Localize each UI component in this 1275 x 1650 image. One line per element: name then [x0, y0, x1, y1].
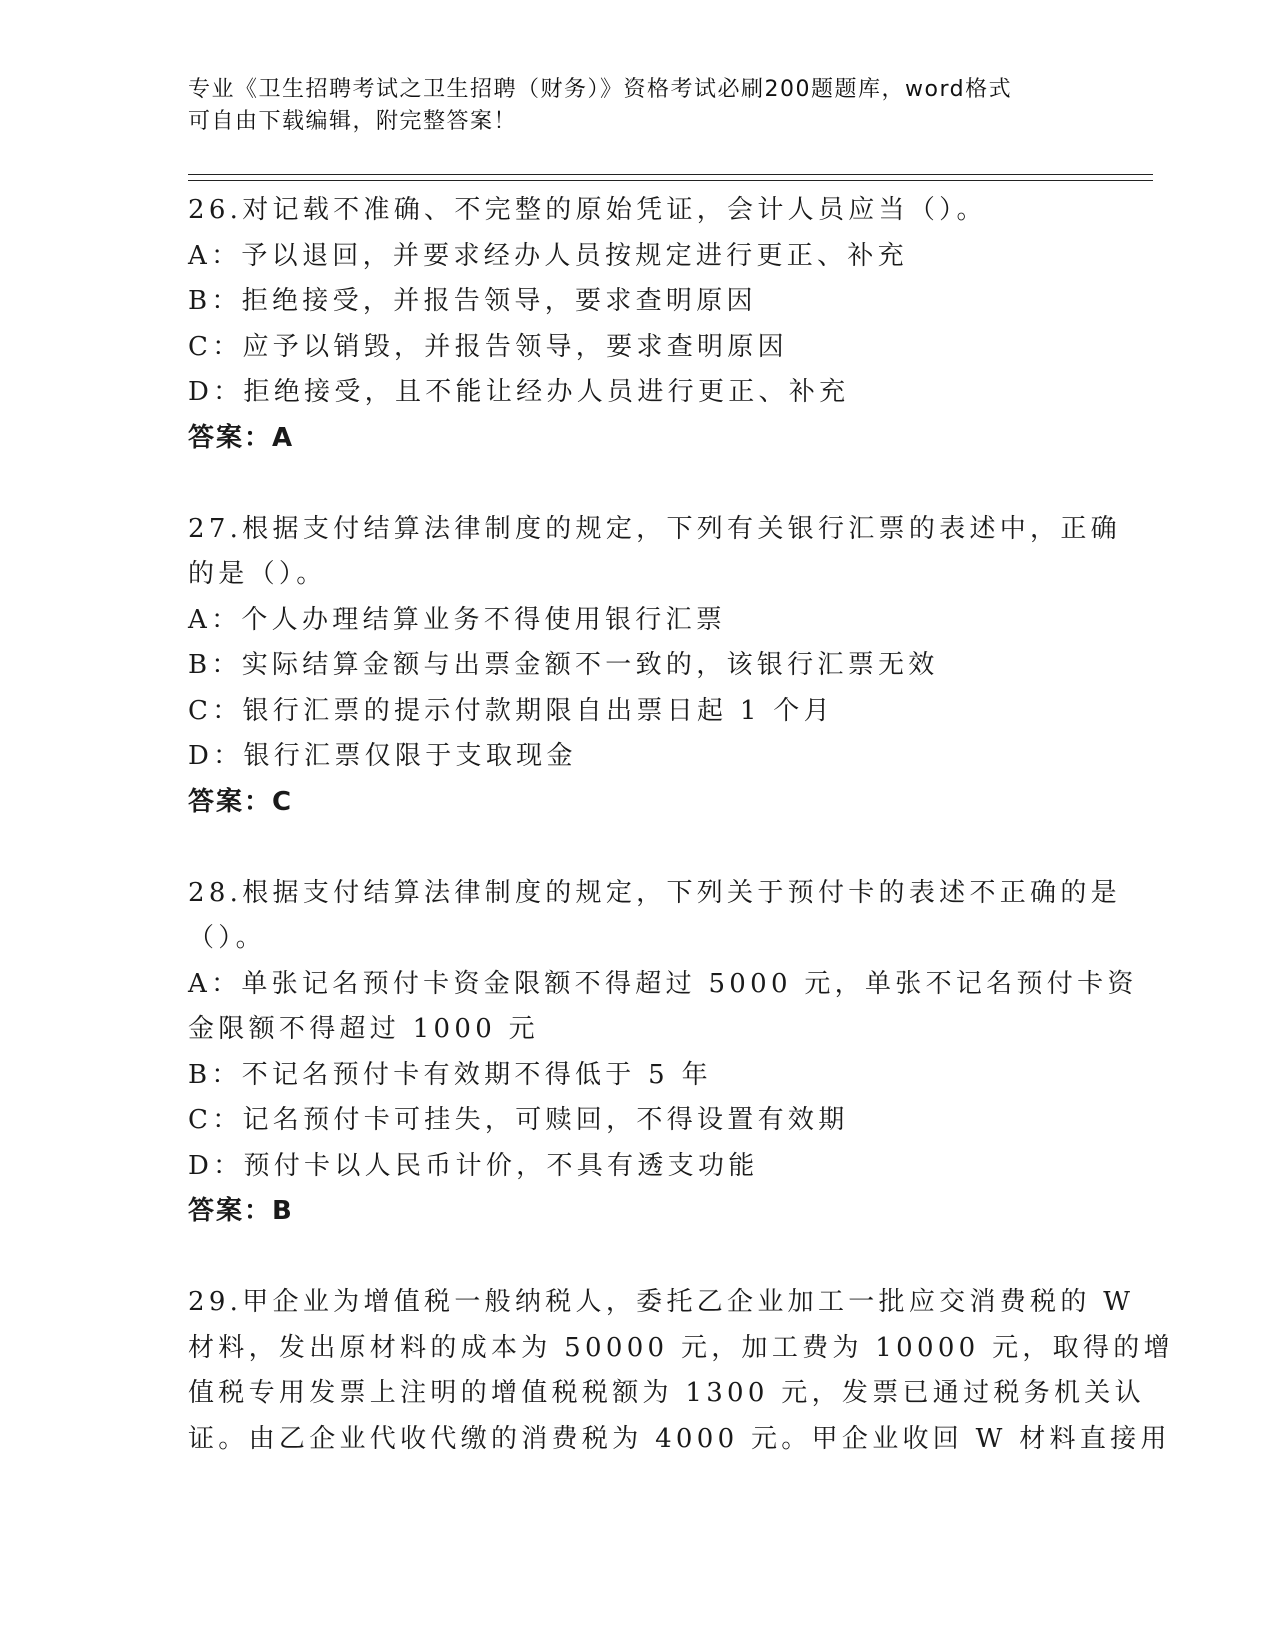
option-c: C：银行汇票的提示付款期限自出票日起 1 个月 [188, 695, 834, 726]
question-list [188, 188, 1174, 1462]
answer-label: 答案：C [188, 786, 294, 817]
option-b: B：实际结算金额与出票金额不一致的，该银行汇票无效 [188, 650, 939, 680]
header-title-line-1: 专业《卫生招聘考试之卫生招聘（财务）》资格考试必刷200题题库，word格式 [188, 77, 1013, 102]
question-block-28 [188, 871, 1138, 1235]
question-stem-continued: 材料，发出原材料的成本为 50000 元，加工费为 10000 元，取得的增 [188, 1332, 1174, 1363]
question-stem-continued: 的是（）。 [188, 559, 327, 589]
option-c: C：应予以销毁，并报告领导，要求查明原因 [188, 331, 788, 362]
question-stem-continued: 证。由乙企业代收代缴的消费税为 4000 元。甲企业收回 W 材料直接用 [188, 1423, 1171, 1454]
question-stem-continued: （）。 [188, 923, 266, 953]
option-b: B：不记名预付卡有效期不得低于 5 年 [188, 1059, 712, 1090]
question-block-26 [188, 188, 1088, 461]
answer-label: 答案：B [188, 1196, 294, 1226]
answer-label: 答案：A [188, 422, 295, 453]
header-title-line-2: 可自由下载编辑，附完整答案！ [188, 109, 518, 134]
option-a-continued: 金限额不得超过 1000 元 [188, 1014, 539, 1044]
question-stem-continued: 值税专用发票上注明的增值税税额为 1300 元，发票已通过税务机关认 [188, 1378, 1145, 1408]
question-spacer [188, 461, 1088, 507]
option-d: D：拒绝接受，且不能让经办人员进行更正、补充 [188, 377, 850, 407]
option-b: B：拒绝接受，并报告领导，要求查明原因 [188, 286, 757, 316]
option-d: D：预付卡以人民币计价，不具有透支功能 [188, 1150, 759, 1181]
question-spacer [188, 1235, 1088, 1281]
option-a: A：予以退回，并要求经办人员按规定进行更正、补充 [188, 240, 908, 271]
question-stem: 26.对记载不准确、不完整的原始凭证，会计人员应当（）。 [188, 195, 987, 225]
option-d: D：银行汇票仅限于支取现金 [188, 741, 577, 771]
question-stem: 28.根据支付结算法律制度的规定，下列关于预付卡的表述不正确的是 [188, 877, 1121, 908]
header-divider-bottom [188, 180, 1153, 181]
option-a: A：个人办理结算业务不得使用银行汇票 [188, 604, 727, 635]
option-a: A：单张记名预付卡资金限额不得超过 5000 元，单张不记名预付卡资 [188, 968, 1138, 999]
question-stem: 29.甲企业为增值税一般纳税人，委托乙企业加工一批应交消费税的 W [188, 1287, 1135, 1317]
question-stem: 27.根据支付结算法律制度的规定，下列有关银行汇票的表述中，正确 [188, 513, 1121, 544]
option-c: C：记名预付卡可挂失，可赎回，不得设置有效期 [188, 1105, 849, 1135]
question-block-27 [188, 507, 1121, 826]
question-block-29 [188, 1280, 1174, 1462]
question-spacer [188, 825, 1088, 871]
header-divider-top [188, 174, 1153, 175]
document-header [188, 74, 1068, 138]
